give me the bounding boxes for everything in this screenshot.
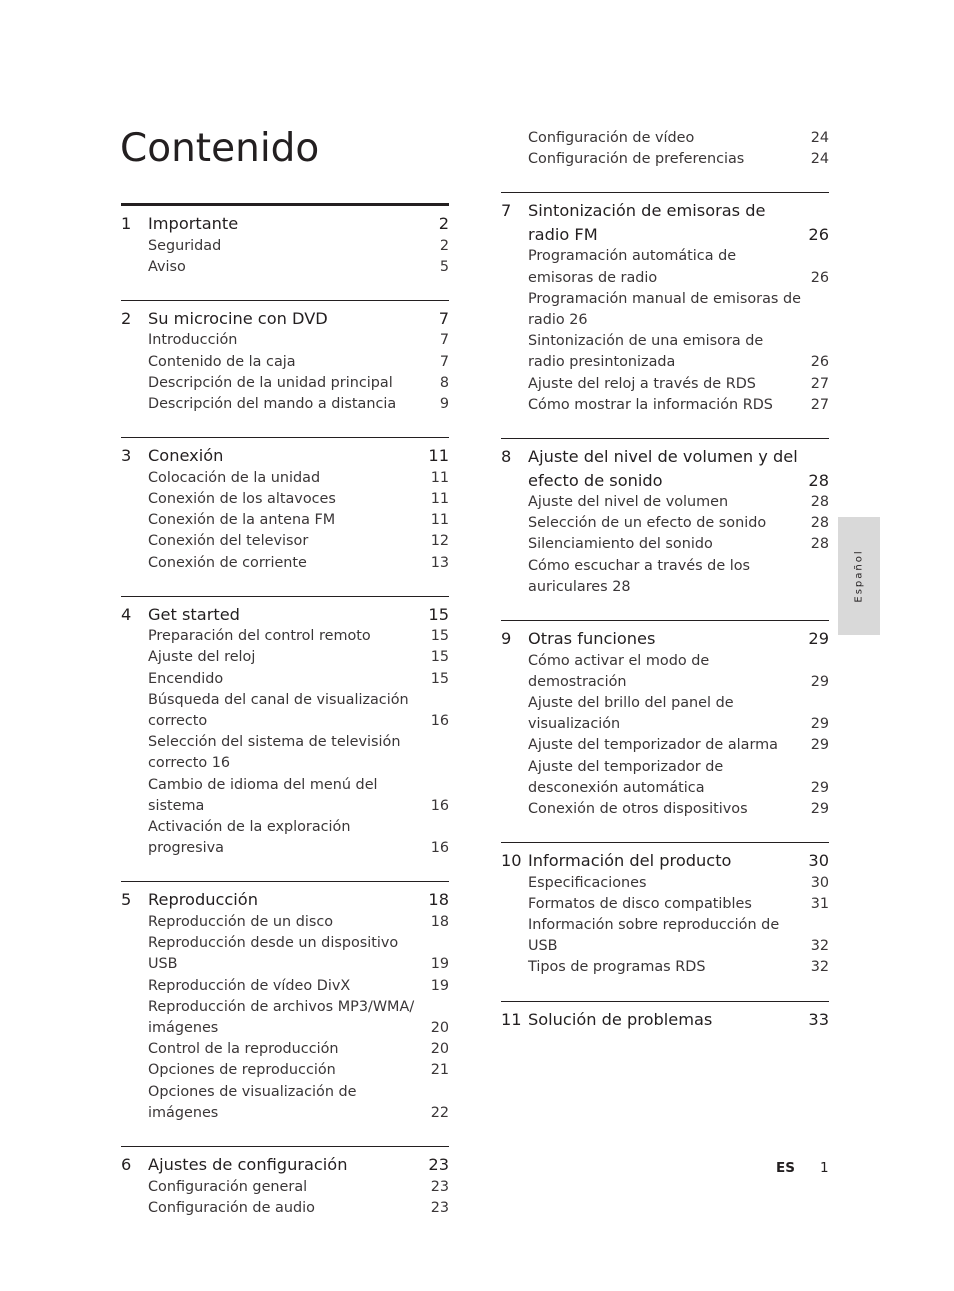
chapter-title: Solución de problemas: [528, 1009, 713, 1029]
toc-item-page: 26: [810, 354, 829, 371]
chapter-page: 29: [808, 629, 829, 649]
toc-item: [121, 553, 449, 574]
toc-item: [501, 128, 829, 149]
toc-section: [501, 1001, 829, 1032]
toc-item-label: Ajuste del brillo del panel de visualización: [528, 694, 734, 733]
toc-item-label: Aviso: [148, 258, 186, 275]
toc-item: [121, 510, 449, 531]
toc-item-page: 9: [439, 396, 449, 413]
chapter-page: 11: [428, 446, 449, 466]
toc-item-page: 15: [430, 628, 449, 645]
toc-item-label: Reproducción de vídeo DivX: [148, 977, 351, 994]
chapter-page: 18: [428, 890, 449, 910]
toc-item-label: Introducción: [148, 332, 238, 349]
toc-item-page: 20: [430, 1019, 449, 1036]
toc-item-label: Especificaciones: [528, 874, 647, 891]
toc-item: [501, 513, 829, 534]
toc-item: [121, 976, 449, 997]
chapter-entry: [501, 199, 829, 246]
toc-item-label: Ajuste del temporizador de desconexión automática: [528, 758, 724, 796]
chapter-entry: [501, 445, 829, 492]
toc-item-label: Preparación del control remoto: [148, 628, 371, 645]
chapter-page: 33: [808, 1009, 829, 1029]
toc-section: [121, 596, 449, 860]
toc-item-label: Programación automática de emisoras de radio: [528, 248, 737, 286]
toc-item-page: 24: [810, 151, 829, 168]
toc-item: [121, 236, 449, 257]
toc-item-label: Descripción del mando a distancia: [148, 396, 397, 413]
toc-item-label: Conexión de corriente: [148, 554, 307, 571]
toc-item-label: Reproducción desde un dispositivo USB: [148, 935, 399, 973]
toc-item: [501, 534, 829, 555]
language-tab: [838, 517, 880, 635]
toc-item: [121, 1039, 449, 1060]
toc-item-page: 16: [430, 797, 449, 814]
toc-item-page: 28: [810, 494, 829, 511]
toc-item: [501, 492, 829, 513]
toc-item-page: 15: [430, 649, 449, 666]
toc-item-label: Seguridad: [148, 237, 222, 254]
chapter-number: 2: [121, 308, 132, 328]
toc-section: [121, 300, 449, 415]
toc-item-page: 19: [430, 956, 449, 973]
toc-item: [121, 468, 449, 489]
toc-item-label: Selección de un efecto de sonido: [528, 515, 767, 532]
chapter-entry: [121, 603, 449, 627]
toc-item-page: 8: [439, 374, 449, 391]
toc-item: [501, 957, 829, 978]
chapter-title: Ajustes de configuración: [148, 1155, 348, 1174]
toc-item: [121, 1082, 449, 1124]
chapter-entry: [121, 888, 449, 912]
chapter-number: 3: [121, 446, 132, 466]
toc-item-label: Opciones de visualización de imágenes: [148, 1083, 357, 1121]
toc-item: [121, 373, 449, 394]
toc-item-label: Tipos de programas RDS: [528, 959, 706, 976]
toc-item-page: 27: [810, 396, 829, 413]
toc-item-page: 11: [430, 512, 449, 529]
toc-item: [121, 775, 449, 817]
toc-item: [121, 997, 449, 1039]
toc-item-label: Ajuste del reloj: [148, 649, 256, 666]
toc-item-page: 32: [810, 938, 829, 955]
chapter-page: 7: [438, 308, 449, 328]
toc-item: [501, 289, 829, 331]
chapter-title: Ajuste del nivel de volumen y del efecto de sonido: [528, 447, 798, 490]
toc-item-page: 16: [430, 713, 449, 730]
chapter-number: 11: [501, 1009, 522, 1029]
toc-item-page: 29: [810, 716, 829, 733]
page-title: Contenido: [120, 126, 320, 171]
toc-section: [501, 192, 829, 416]
toc-item-label: Ajuste del temporizador de alarma: [528, 737, 778, 754]
toc-item-label: Búsqueda del canal de visualización correcto: [148, 691, 409, 730]
toc-item: [501, 149, 829, 170]
toc-item-page: 18: [430, 913, 449, 930]
footer-page-number: 1: [820, 1160, 829, 1176]
chapter-title: Información del producto: [528, 851, 732, 871]
toc-item-page: 28: [810, 536, 829, 553]
toc-item-page: 27: [810, 375, 829, 392]
toc-item: [501, 395, 829, 416]
toc-item-page: 32: [810, 959, 829, 976]
chapter-number: 8: [501, 447, 512, 467]
toc-item-page: 20: [430, 1041, 449, 1058]
toc-item-page: 22: [430, 1104, 449, 1121]
toc-item: [121, 690, 449, 732]
toc-item-label: Cómo activar el modo de demostración: [528, 652, 710, 690]
toc-item-label: Información sobre reproducción de USB: [528, 917, 780, 955]
toc-item-page: 29: [810, 673, 829, 690]
toc-item-label: Encendido: [148, 670, 224, 687]
chapter-title: Get started: [148, 604, 240, 624]
toc-item-label: Contenido de la caja: [148, 353, 296, 370]
chapter-entry: [121, 444, 449, 468]
toc-item: [121, 732, 449, 774]
toc-item: [501, 331, 829, 373]
toc-item-label: Configuración general: [148, 1178, 308, 1195]
toc-item-label: Opciones de reproducción: [148, 1062, 336, 1079]
toc-item-label: Reproducción de archivos MP3/WMA/ imágenes: [148, 998, 415, 1036]
chapter-title: Sintonización de emisoras de radio FM: [528, 201, 766, 244]
toc-item-label: Colocación de la unidad: [148, 469, 321, 486]
toc-item: [121, 394, 449, 415]
toc-item-page: 5: [439, 258, 449, 275]
toc-section: [121, 437, 449, 574]
chapter-title: Reproducción: [148, 890, 258, 910]
chapter-title: Otras funciones: [528, 629, 656, 649]
toc-item-label: Reproducción de un disco: [148, 913, 334, 930]
toc-item-label: Conexión de los altavoces: [148, 490, 336, 507]
toc-item: [501, 757, 829, 799]
chapter-entry: [501, 1008, 829, 1032]
toc-item-label: Ajuste del reloj a través de RDS: [528, 375, 756, 392]
chapter-title: Importante: [148, 214, 239, 233]
toc-left-column: [121, 203, 449, 1241]
language-tab-label: Español: [853, 549, 865, 603]
toc-item-page: 26: [810, 269, 829, 286]
chapter-page: 2: [438, 214, 449, 233]
toc-item-page: 28: [810, 515, 829, 532]
toc-item: [121, 817, 449, 859]
toc-item-page: 11: [430, 490, 449, 507]
toc-item: [501, 915, 829, 957]
toc-section: [501, 620, 829, 820]
toc-item: [501, 873, 829, 894]
chapter-entry: [501, 627, 829, 651]
toc-item: [121, 1177, 449, 1198]
toc-item-label: Conexión del televisor: [148, 533, 309, 550]
toc-section: [121, 203, 449, 278]
chapter-number: 4: [121, 604, 132, 624]
chapter-entry: [121, 307, 449, 331]
toc-item-page: 29: [810, 737, 829, 754]
chapter-number: 10: [501, 851, 522, 871]
toc-item-page: 16: [430, 840, 449, 857]
toc-item-page: 15: [430, 670, 449, 687]
toc-item-label: Conexión de la antena FM: [148, 512, 336, 529]
chapter-entry: [121, 212, 449, 236]
toc-item-label: Silenciamiento del sonido: [528, 536, 713, 553]
toc-item-label: Ajuste del nivel de volumen: [528, 494, 729, 511]
toc-item: [501, 556, 829, 598]
chapter-entry: [501, 849, 829, 873]
toc-item-label: Cómo escuchar a través de los auriculares 28: [528, 557, 751, 595]
chapter-title: Su microcine con DVD: [148, 308, 328, 328]
toc-item: [121, 647, 449, 668]
toc-section: [121, 1146, 449, 1219]
toc-item-label: Formatos de disco compatibles: [528, 895, 752, 912]
footer-language-code: ES: [776, 1160, 795, 1176]
toc-section: [501, 842, 829, 979]
chapter-entry: [121, 1153, 449, 1177]
chapter-title: Conexión: [148, 446, 224, 466]
toc-item-page: 23: [430, 1199, 449, 1216]
chapter-number: 6: [121, 1155, 132, 1174]
toc-item: [501, 799, 829, 820]
chapter-number: 7: [501, 201, 512, 221]
toc-item-page: 7: [439, 353, 449, 370]
toc-item-page: 19: [430, 977, 449, 994]
toc-item: [501, 246, 829, 288]
toc-item-page: 24: [810, 130, 829, 146]
toc-section-continued: [501, 128, 829, 170]
toc-item-page: 11: [430, 469, 449, 486]
toc-item: [501, 693, 829, 735]
toc-section: [501, 438, 829, 598]
toc-item-label: Configuración de vídeo: [528, 130, 695, 146]
toc-item: [121, 1198, 449, 1219]
toc-item-label: Cómo mostrar la información RDS: [528, 396, 773, 413]
toc-item-label: Configuración de preferencias: [528, 151, 745, 168]
toc-item-page: 31: [810, 895, 829, 912]
chapter-number: 9: [501, 629, 512, 649]
toc-item: [501, 374, 829, 395]
toc-item: [121, 933, 449, 975]
chapter-page: 23: [428, 1155, 449, 1174]
toc-item-label: Descripción de la unidad principal: [148, 374, 393, 391]
chapter-page: 28: [808, 470, 829, 490]
toc-item-label: Control de la reproducción: [148, 1041, 339, 1058]
toc-item: [121, 531, 449, 552]
toc-item-label: Cambio de idioma del menú del sistema: [148, 776, 378, 814]
chapter-page: 30: [808, 851, 829, 871]
toc-item-page: 21: [430, 1062, 449, 1079]
toc-item: [121, 1060, 449, 1081]
toc-item-label: Selección del sistema de televisión correcto 16: [148, 734, 401, 772]
toc-item-label: Sintonización de una emisora de radio presintonizada: [528, 333, 764, 371]
toc-item-page: 29: [810, 779, 829, 796]
chapter-page: 26: [808, 224, 829, 244]
toc-item-label: Activación de la exploración progresiva: [148, 819, 351, 857]
chapter-page: 15: [428, 604, 449, 624]
toc-item: [121, 912, 449, 933]
toc-item: [501, 651, 829, 693]
chapter-number: 1: [121, 214, 132, 233]
toc-item: [121, 257, 449, 278]
toc-item-page: 29: [810, 800, 829, 817]
toc-item-page: 13: [430, 554, 449, 571]
toc-item: [501, 894, 829, 915]
toc-item-page: 23: [430, 1178, 449, 1195]
toc-item: [501, 735, 829, 756]
toc-item: [121, 330, 449, 351]
toc-item-label: Conexión de otros dispositivos: [528, 800, 748, 817]
toc-item: [121, 489, 449, 510]
toc-right-column: [501, 128, 829, 1053]
toc-section: [121, 881, 449, 1124]
toc-item-page: 2: [439, 237, 449, 254]
toc-item-label: Configuración de audio: [148, 1199, 315, 1216]
toc-item-label: Programación manual de emisoras de radio 26: [528, 290, 801, 329]
chapter-number: 5: [121, 890, 132, 910]
toc-item-page: 12: [430, 533, 449, 550]
toc-item: [121, 669, 449, 690]
toc-item-page: 7: [439, 332, 449, 349]
toc-item: [121, 352, 449, 373]
toc-item-page: 30: [810, 874, 829, 891]
toc-item: [121, 626, 449, 647]
